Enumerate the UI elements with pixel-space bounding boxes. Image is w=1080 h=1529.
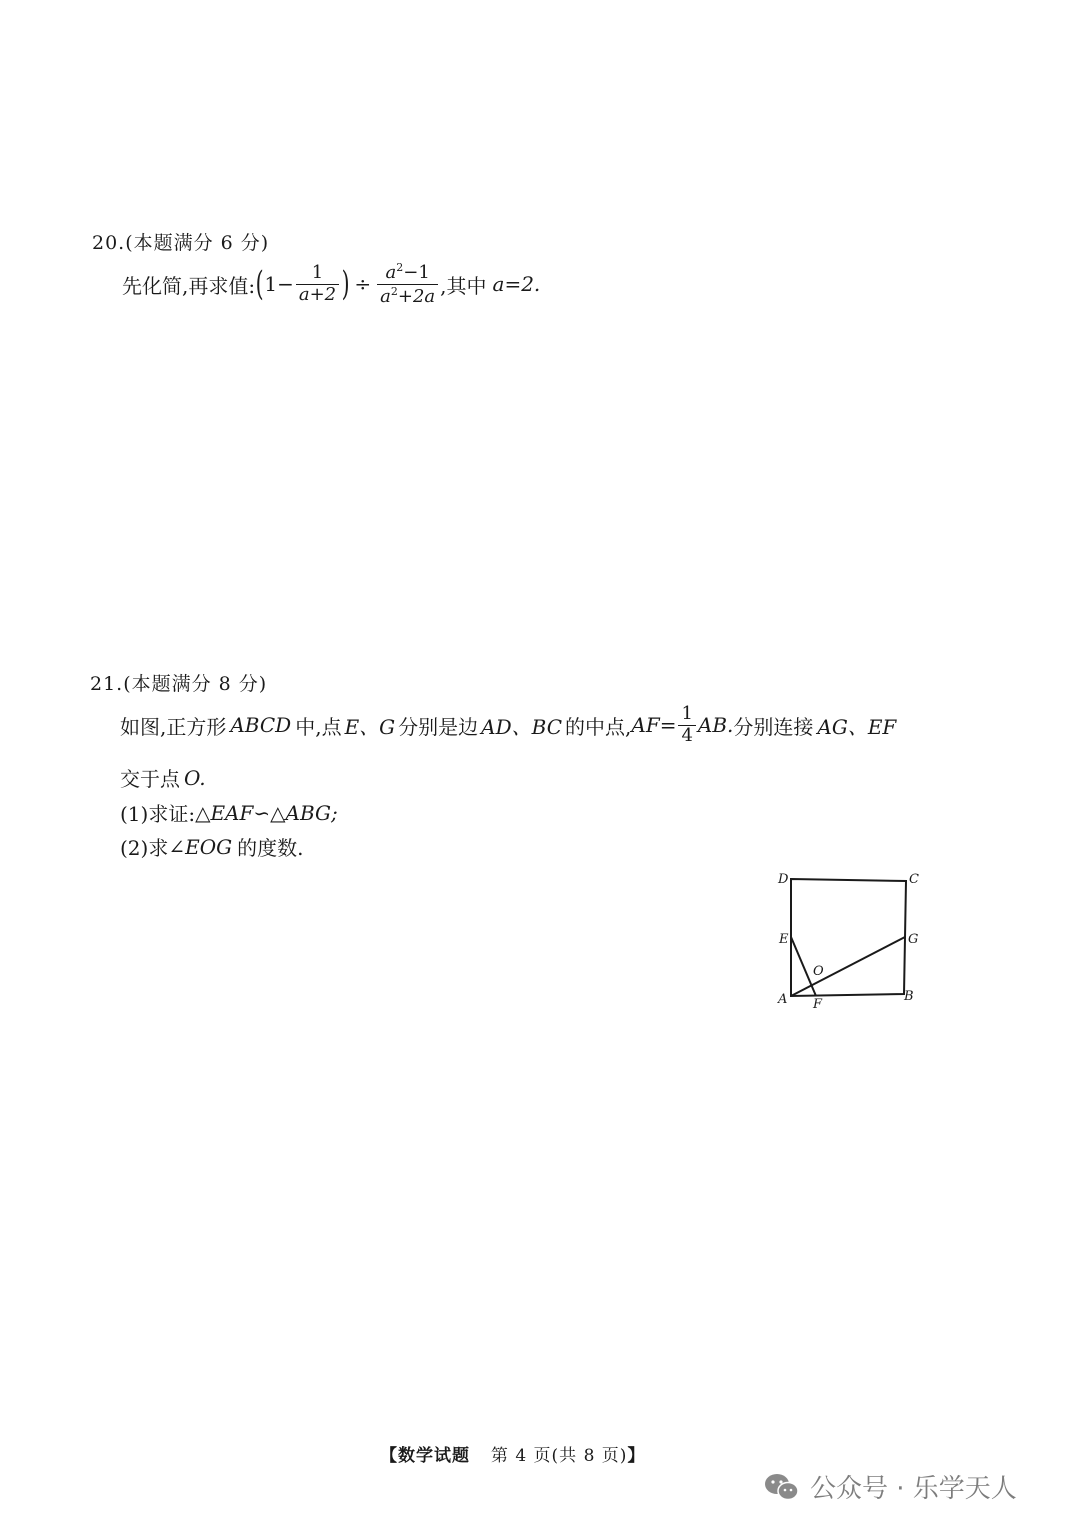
q20-condition: a=2. — [492, 272, 541, 297]
wechat-icon — [764, 1472, 800, 1502]
right-paren: ) — [341, 264, 350, 305]
q21-number: 21. — [90, 673, 124, 695]
q20-one-minus: 1− — [264, 272, 294, 297]
q21-math: AD、BC — [481, 714, 563, 739]
q21-math: ABCD — [230, 713, 292, 738]
q21-fraction — [678, 705, 695, 746]
q20-fraction-2 — [377, 262, 438, 307]
q20-header — [92, 228, 269, 255]
q21-part-2 — [120, 832, 303, 861]
footer-left: 【数学试题 — [380, 1446, 470, 1466]
q21-line-1 — [120, 705, 896, 746]
watermark — [764, 1468, 1017, 1505]
q20-fraction-2-num: $a^2-1$ — [385, 261, 430, 283]
label-g: G — [908, 932, 919, 947]
q21-text: (1)求证: — [120, 802, 196, 826]
q20-score: (本题满分 6 分) — [125, 232, 270, 254]
q21-text: (2)求 — [120, 836, 169, 860]
label-d: D — [778, 872, 789, 887]
label-b: B — [904, 989, 914, 1004]
q20-fraction-1-den: a+2 — [296, 284, 339, 305]
q21-score: (本题满分 8 分) — [123, 673, 268, 695]
q20-fraction-2-den: $a^2+2a$ — [377, 284, 438, 307]
q21-text: 分别是边 — [398, 714, 479, 739]
q20-fraction-1 — [296, 264, 339, 305]
q20-where: ,其中 — [440, 273, 487, 298]
label-a: A — [778, 992, 788, 1007]
q21-text: 分别连接 — [733, 714, 814, 739]
q20-expression — [122, 262, 540, 307]
q20-fraction-1-num: 1 — [311, 262, 324, 283]
label-e: E — [779, 932, 789, 947]
q21-math: AF= — [631, 713, 677, 738]
q20-prefix: 先化简,再求值: — [122, 273, 256, 298]
footer-page: 第 4 页(共 8 页) — [490, 1446, 628, 1466]
q21-math: ∠EOG — [168, 834, 233, 859]
q21-math: △EAF∽△ABG; — [195, 800, 338, 825]
q21-math: E、G — [344, 714, 396, 739]
page-footer — [380, 1441, 645, 1466]
label-f: F — [813, 997, 823, 1012]
q21-text: 如图,正方形 — [120, 714, 227, 739]
q21-part-1 — [120, 798, 338, 827]
q21-math: AB. — [697, 713, 734, 738]
q21-text: 交于点 — [120, 767, 180, 791]
q21-fraction-num: 1 — [681, 703, 693, 724]
q21-text: 中,点 — [295, 714, 342, 739]
q21-figure — [770, 860, 930, 1020]
label-o: O — [813, 964, 824, 979]
q21-text: 的度数. — [237, 836, 304, 860]
q20-number: 20. — [92, 232, 126, 254]
q21-line-2 — [120, 763, 206, 792]
q21-math: O. — [184, 765, 206, 790]
q21-fraction-den: 4 — [678, 725, 695, 746]
q21-text: 的中点, — [565, 714, 632, 739]
left-paren: ( — [255, 264, 264, 305]
q21-math: AG、EF — [817, 714, 897, 739]
q20-divide: ÷ — [354, 272, 372, 297]
watermark-text: 公众号 · 乐学天人 — [810, 1474, 1017, 1504]
label-c: C — [909, 872, 919, 887]
q21-header — [90, 669, 267, 696]
footer-right: 】 — [627, 1446, 646, 1466]
segment-ag — [791, 937, 905, 996]
